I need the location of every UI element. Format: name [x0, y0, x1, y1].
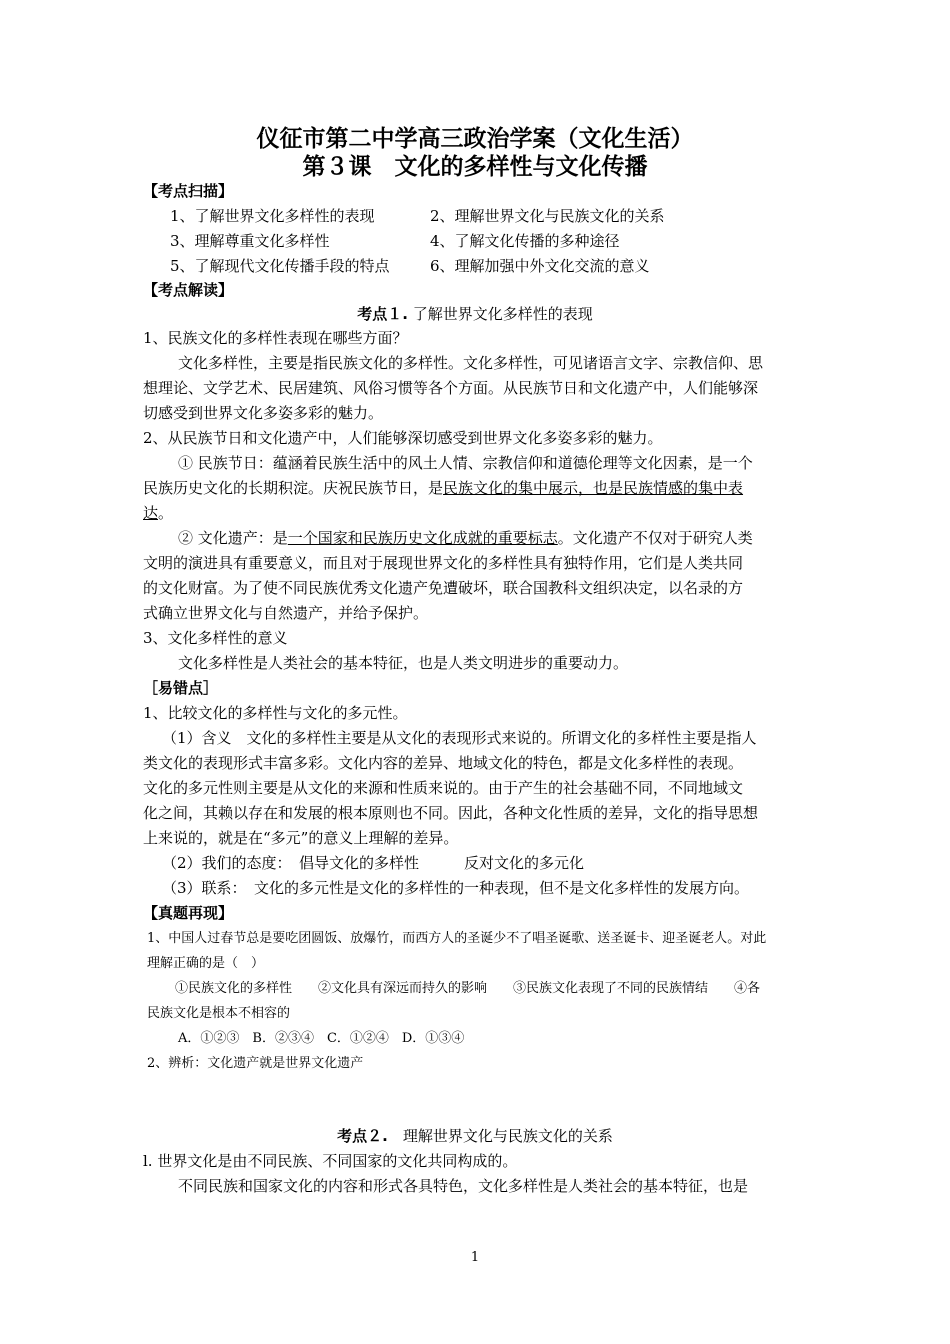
kp2-heading — [0, 1125, 950, 1146]
real-question-options: 民族文化是根本不相容的 — [147, 1006, 291, 1021]
scan-item: 4、了解文化传播的多种途径 — [430, 232, 620, 250]
kp1-text: 了解世界文化多样性的表现 — [407, 305, 593, 323]
error-line: 化之间，其赖以存在和发展的根本原则也不同。因此，各种文化性质的差异，文化的指导思想 — [143, 804, 759, 822]
scan-item: 3、理解尊重文化多样性 — [170, 232, 330, 250]
kp1-label: 考点１. — [357, 305, 408, 323]
festival-underlined: 达 — [143, 504, 159, 522]
kp2-text: 理解世界文化与民族文化的关系 — [387, 1127, 613, 1145]
festival-line — [143, 502, 173, 523]
real-heading: 【真题再现】 — [143, 904, 234, 922]
page-number: 1 — [470, 1250, 480, 1265]
heritage-line — [178, 527, 753, 548]
paragraph-line: 文化多样性是人类社会的基本特征，也是人类文明进步的重要动力。 — [178, 654, 629, 672]
heritage-line: 的文化财富。为了使不同民族优秀文化遗产免遭破坏，联合国教科文组织决定，以名录的方 — [143, 579, 744, 597]
error-line: 文化的多元性则主要是从文化的来源和性质来说的。由于产生的社会基础不同，不同地域文 — [143, 779, 744, 797]
kp1-heading — [0, 303, 950, 324]
paragraph-line: l. 世界文化是由不同民族、不同国家的文化共同构成的。 — [143, 1152, 518, 1170]
festival-text: 民族历史文化的长期积淀。庆祝民族节日，是 — [143, 479, 444, 497]
error-attitude: （2）我们的态度： 倡导文化的多样性 反对文化的多元化 — [162, 854, 585, 872]
heritage-underlined: 一个国家和民族历史文化成就的重要标志 — [287, 529, 558, 547]
error-item: 1、比较文化的多样性与文化的多元性。 — [143, 704, 408, 722]
paragraph-line: 想理论、文学艺术、民居建筑、风俗习惯等各个方面。从民族节日和文化遗产中，人们能够深 — [143, 379, 759, 397]
real-question-1: 理解正确的是（ ） — [147, 956, 265, 971]
error-line: 上来说的，就是在“多元”的意义上理解的差异。 — [143, 829, 459, 847]
interpret-heading: 【考点解读】 — [143, 281, 234, 299]
real-question-1: 1、中国人过春节总是要吃团圆饭、放爆竹，而西方人的圣诞少不了唱圣诞歌、送圣诞卡、迎圣诞老人。对此 — [147, 931, 767, 946]
scan-item: 2、理解世界文化与民族文化的关系 — [430, 207, 665, 225]
kp2-label: 考点２. — [337, 1127, 388, 1145]
question-1: 1、民族文化的多样性表现在哪些方面？ — [143, 329, 408, 347]
scan-item: 5、了解现代文化传播手段的特点 — [170, 257, 390, 275]
festival-line: ① 民族节日：蕴涵着民族生活中的风土人情、宗教信仰和道德伦理等文化因素，是一个 — [178, 454, 753, 472]
error-relation: （3）联系： 文化的多元性是文化的多样性的一种表现，但不是文化多样性的发展方向。 — [162, 879, 750, 897]
real-question-options: ①民族文化的多样性 ②文化具有深远而持久的影响 ③民族文化表现了不同的民族情结 ④各 — [175, 981, 761, 996]
error-heading: ［易错点］ — [143, 679, 219, 697]
page-subtitle: 第３课 文化的多样性与文化传播 — [302, 154, 648, 180]
real-question-choices: A．①②③ B．②③④ C．①②④ D．①③④ — [178, 1031, 465, 1046]
error-line: （1）含义 文化的多样性主要是从文化的表现形式来说的。所谓文化的多样性主要是指人 — [162, 729, 757, 747]
real-question-2: 2、辨析：文化遗产就是世界文化遗产 — [147, 1056, 364, 1071]
heritage-text: ② 文化遗产：是 — [178, 529, 288, 547]
festival-underlined: 民族文化的集中展示，也是民族情感的集中表 — [443, 479, 744, 497]
heritage-line: 式确立世界文化与自然遗产，并给予保护。 — [143, 604, 429, 622]
scan-item: 1、了解世界文化多样性的表现 — [170, 207, 375, 225]
paragraph-line: 切感受到世界文化多姿多彩的魅力。 — [143, 404, 384, 422]
heritage-text: 。文化遗产不仅对于研究人类 — [557, 529, 753, 547]
error-line: 类文化的表现形式丰富多彩。文化内容的差异、地域文化的特色，都是文化多样性的表现。 — [143, 754, 744, 772]
festival-line — [143, 477, 743, 498]
paragraph-line: 文化多样性，主要是指民族文化的多样性。文化多样性，可见诸语言文字、宗教信仰、思 — [178, 354, 764, 372]
heritage-line: 文明的演进具有重要意义，而且对于展现世界文化的多样性具有独特作用，它们是人类共同 — [143, 554, 744, 572]
question-2: 2、从民族节日和文化遗产中，人们能够深切感受到世界文化多姿多彩的魅力。 — [143, 429, 663, 447]
page-title: 仪征市第二中学高三政治学案（文化生活） — [256, 126, 694, 152]
paragraph-line: 不同民族和国家文化的内容和形式各具特色，文化多样性是人类社会的基本特征，也是 — [178, 1177, 749, 1195]
question-3: 3、文化多样性的意义 — [143, 629, 288, 647]
festival-text: 。 — [158, 504, 174, 522]
scan-item: 6、理解加强中外文化交流的意义 — [430, 257, 650, 275]
scan-heading: 【考点扫描】 — [143, 182, 234, 200]
